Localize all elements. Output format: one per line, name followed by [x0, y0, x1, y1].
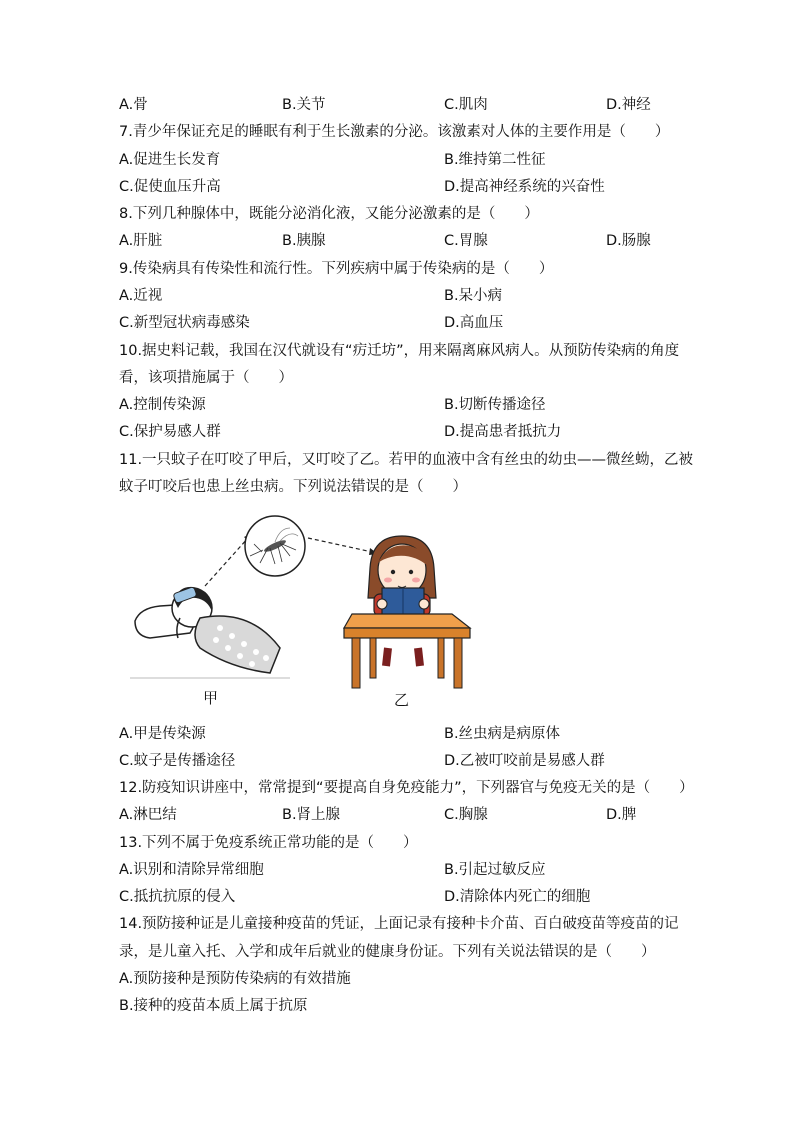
q9-option-d: D.高血压: [444, 315, 504, 331]
q12-stem: 12.防疫知识讲座中，常常提到“要提高自身免疫能力”，下列器官与免疫无关的是（ ）: [119, 780, 694, 796]
q10-option-c: C.保护易感人群: [119, 424, 221, 440]
q8-option-d: D.肠腺: [606, 233, 651, 249]
q7-option-d: D.提高神经系统的兴奋性: [444, 179, 605, 195]
q9-option-a: A.近视: [119, 288, 163, 304]
q6-option-a: A.骨: [119, 97, 148, 113]
q9-stem: 9.传染病具有传染性和流行性。下列疾病中属于传染病的是（ ）: [119, 261, 554, 277]
q11-illustration: [130, 508, 490, 708]
q9-option-c: C.新型冠状病毒感染: [119, 315, 250, 331]
q11-option-d: D.乙被叮咬前是易感人群: [444, 753, 605, 769]
dashed-arrow-2: [308, 538, 372, 552]
q12-option-a: A.淋巴结: [119, 807, 177, 823]
q12-option-c: C.胸腺: [444, 807, 488, 823]
q6-option-d: D.神经: [606, 97, 651, 113]
q10-option-a: A.控制传染源: [119, 397, 206, 413]
q13-option-c: C.抵抗抗原的侵入: [119, 889, 236, 905]
q13-option-d: D.清除体内死亡的细胞: [444, 889, 591, 905]
girl-reading: [368, 536, 436, 666]
q14-option-a: A.预防接种是预防传染病的有效措施: [119, 971, 351, 987]
label-yi: 乙: [394, 691, 410, 709]
q6-option-b: B.关节: [282, 97, 326, 113]
q13-stem: 13.下列不属于免疫系统正常功能的是（ ）: [119, 835, 418, 851]
q12-option-b: B.肾上腺: [282, 807, 341, 823]
q8-option-b: B.胰腺: [282, 233, 326, 249]
q14-stem-line1: 14.预防接种证是儿童接种疫苗的凭证，上面记录有接种卡介苗、百白破疫苗等疫苗的记: [119, 916, 679, 932]
q7-option-a: A.促进生长发育: [119, 152, 221, 168]
q11-stem-line1: 11.一只蚊子在叮咬了甲后，又叮咬了乙。若甲的血液中含有丝虫的幼虫——微丝蚴，乙被: [119, 452, 694, 468]
table: [344, 614, 470, 688]
q11-option-a: A.甲是传染源: [119, 726, 206, 742]
q7-stem: 7.青少年保证充足的睡眠有利于生长激素的分泌。该激素对人体的主要作用是（ ）: [119, 124, 670, 140]
q11-option-c: C.蚊子是传播途径: [119, 753, 236, 769]
q6-option-c: C.肌肉: [444, 97, 488, 113]
q11-stem-line2: 蚊子叮咬后也患上丝虫病。下列说法错误的是（ ）: [119, 479, 467, 495]
q10-option-d: D.提高患者抵抗力: [444, 424, 562, 440]
mosquito-icon: [245, 516, 305, 576]
q9-option-b: B.呆小病: [444, 288, 503, 304]
q7-option-b: B.维持第二性征: [444, 152, 546, 168]
label-jia: 甲: [203, 689, 219, 707]
q7-option-c: C.促使血压升高: [119, 179, 221, 195]
q10-option-b: B.切断传播途径: [444, 397, 546, 413]
q8-option-c: C.胃腺: [444, 233, 488, 249]
q12-option-d: D.脾: [606, 807, 637, 823]
sick-person-in-bed: [130, 587, 290, 678]
q13-option-a: A.识别和清除异常细胞: [119, 862, 264, 878]
q8-stem: 8.下列几种腺体中，既能分泌消化液，又能分泌激素的是（ ）: [119, 206, 539, 222]
q11-option-b: B.丝虫病是病原体: [444, 726, 561, 742]
q10-stem-line1: 10.据史料记载，我国在汉代就设有“疠迁坊”，用来隔离麻风病人。从预防传染病的角度: [119, 343, 680, 359]
dashed-arrow-1: [205, 538, 248, 586]
q10-stem-line2: 看，该项措施属于（ ）: [119, 370, 293, 386]
q14-stem-line2: 录，是儿童入托、入学和成年后就业的健康身份证。下列有关说法错误的是（ ）: [119, 944, 656, 960]
q13-option-b: B.引起过敏反应: [444, 862, 546, 878]
q14-option-b: B.接种的疫苗本质上属于抗原: [119, 998, 308, 1014]
q8-option-a: A.肝脏: [119, 233, 163, 249]
